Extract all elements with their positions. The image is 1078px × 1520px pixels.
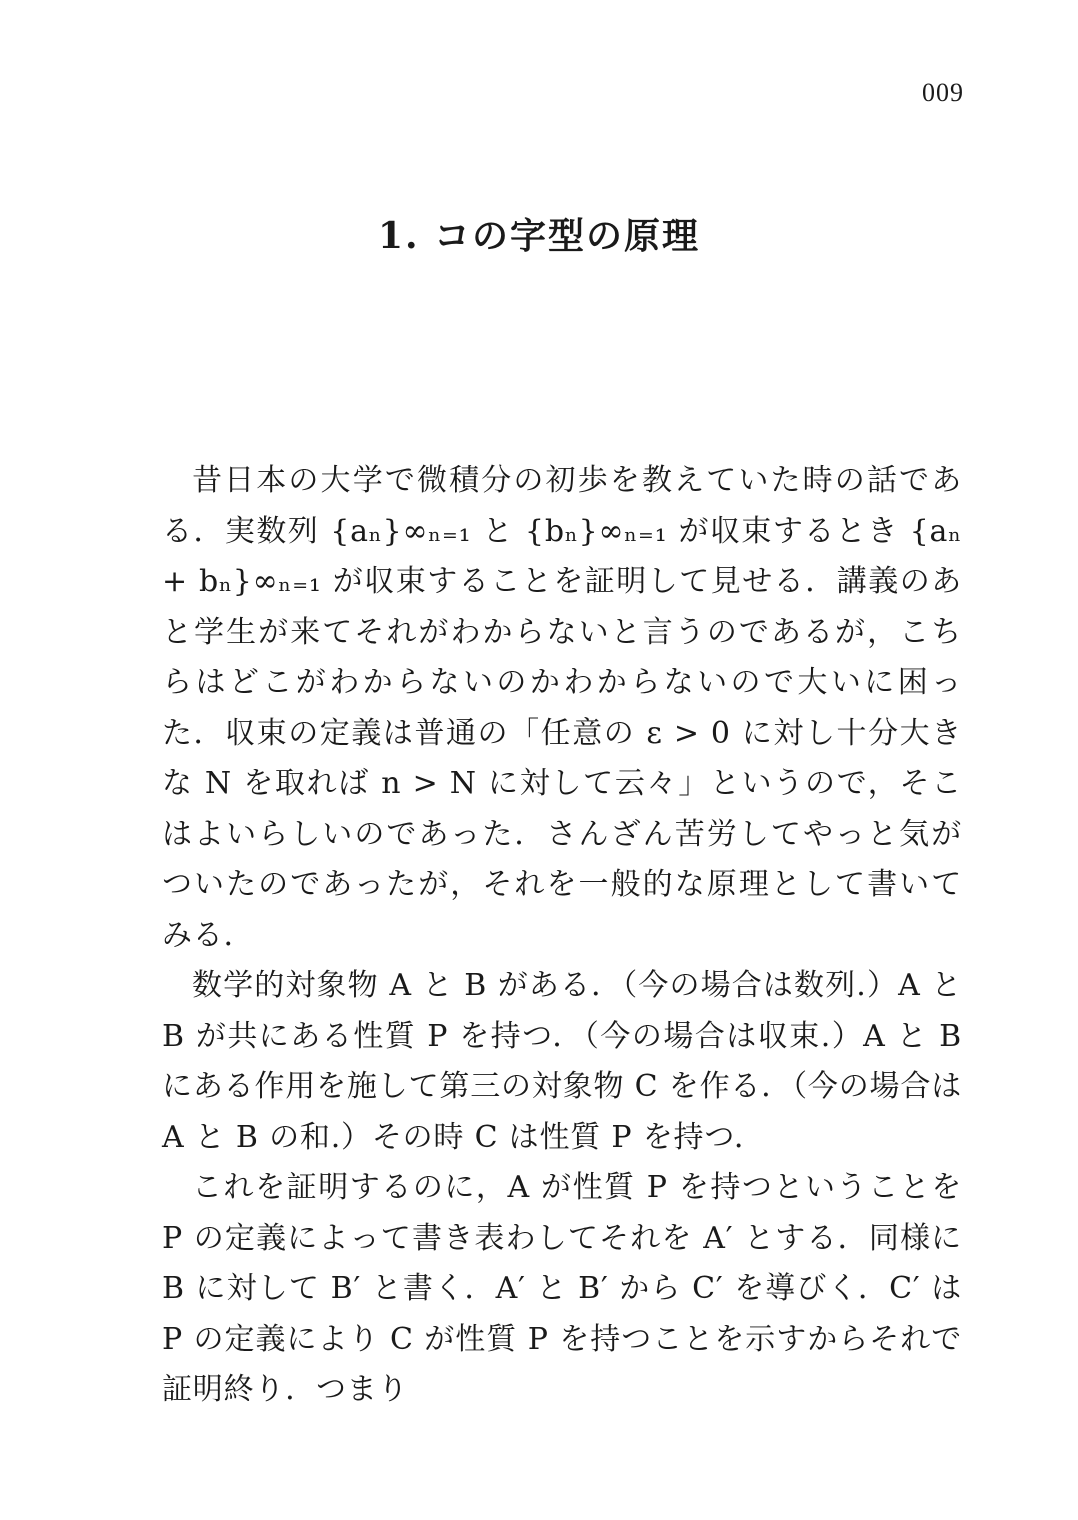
chapter-title: 1. コの字型の原理	[377, 215, 701, 257]
paragraph-3: これを証明するのに，A が性質 P を持つということを P の定義によって書き表わしてそれを A′ とする．同様に B に対して B′ と書く．A′ と B′ から C′ を導びく．C′ は P の定義により C が性質 P を持つことを示すからそれで証明終り．つまり	[162, 1170, 962, 1407]
body-text	[162, 456, 962, 1416]
page-number: 009	[922, 78, 964, 107]
paragraph-2: 数学的対象物 A と B がある．（今の場合は数列.）A と B が共にある性質 P を持つ．（今の場合は収束.）A と B にある作用を施して第三の対象物 C を作る．（今の場合は A と B の和.）その時 C は性質 P を持つ．	[162, 968, 962, 1155]
paragraph-1: 昔日本の大学で微積分の初歩を教えていた時の話である．実数列 {aₙ}∞ₙ₌₁ と {bₙ}∞ₙ₌₁ が収束するとき {aₙ + bₙ}∞ₙ₌₁ が収束することを証明して見せる．講義のあと学生が来てそれがわからないと言うのであるが，こちらはどこがわからないのかわからないので大いに困った．収束の定義は普通の「任意の ε > 0 に対し十分大きな N を取れば n > N に対して云々」というので，そこはよいらしいのであった．さんざん苦労してやっと気がついたのであったが，それを一般的な原理として書いてみる．	[162, 463, 962, 953]
